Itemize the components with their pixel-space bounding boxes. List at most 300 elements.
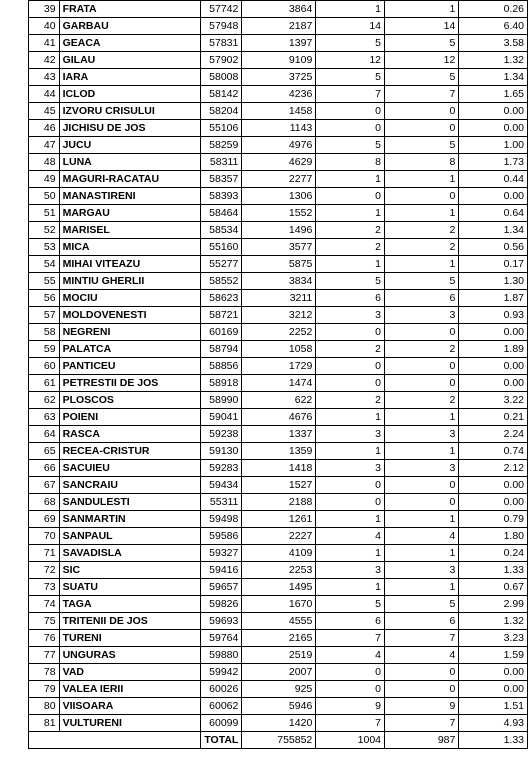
locality-code-cell: 58721 [201,307,242,324]
locality-name-cell: SANDULESTI [59,494,201,511]
locality-name-cell: SANMARTIN [59,511,201,528]
locality-name-cell: VULTURENI [59,715,201,732]
count-a-cell: 1 [316,205,385,222]
population-cell: 1527 [242,477,316,494]
locality-code-cell: 58357 [201,171,242,188]
rate-cell: 1.33 [459,562,528,579]
count-a-cell: 3 [316,307,385,324]
count-a-cell: 0 [316,103,385,120]
rate-cell: 2.99 [459,596,528,613]
population-cell: 2227 [242,528,316,545]
locality-name-cell: VAD [59,664,201,681]
count-a-cell: 1 [316,443,385,460]
table-row [29,647,528,664]
count-b-cell: 5 [385,35,459,52]
locality-name-cell: SACUIEU [59,460,201,477]
row-index-cell: 57 [29,307,60,324]
rate-cell: 3.22 [459,392,528,409]
locality-code-cell: 58311 [201,154,242,171]
locality-name-cell: TAGA [59,596,201,613]
population-cell: 3211 [242,290,316,307]
row-index-cell: 53 [29,239,60,256]
data-table [28,0,528,749]
population-cell: 2165 [242,630,316,647]
locality-name-cell: SANCRAIU [59,477,201,494]
population-cell: 1418 [242,460,316,477]
table-row [29,154,528,171]
population-cell: 1359 [242,443,316,460]
locality-code-cell: 60169 [201,324,242,341]
locality-name-cell: TURENI [59,630,201,647]
row-index-cell: 62 [29,392,60,409]
locality-name-cell: MINTIU GHERLII [59,273,201,290]
population-cell: 1337 [242,426,316,443]
rate-cell: 0.56 [459,239,528,256]
rate-cell: 2.24 [459,426,528,443]
locality-name-cell: GILAU [59,52,201,69]
count-a-cell: 4 [316,528,385,545]
population-cell: 4109 [242,545,316,562]
total-row [29,732,528,749]
row-index-cell: 54 [29,256,60,273]
rate-cell: 0.00 [459,103,528,120]
population-cell: 1458 [242,103,316,120]
locality-code-cell: 55160 [201,239,242,256]
population-cell: 1729 [242,358,316,375]
count-a-cell: 4 [316,647,385,664]
count-b-cell: 1 [385,511,459,528]
row-index-cell: 45 [29,103,60,120]
table-row [29,528,528,545]
rate-cell: 0.00 [459,358,528,375]
count-a-cell: 2 [316,239,385,256]
table-row [29,596,528,613]
locality-name-cell: MOCIU [59,290,201,307]
locality-name-cell: RASCA [59,426,201,443]
count-a-cell: 0 [316,681,385,698]
table-row [29,222,528,239]
count-b-cell: 14 [385,18,459,35]
locality-code-cell: 58204 [201,103,242,120]
locality-code-cell: 59657 [201,579,242,596]
row-index-cell: 81 [29,715,60,732]
count-b-cell: 3 [385,460,459,477]
count-b-cell: 2 [385,392,459,409]
row-index-cell: 41 [29,35,60,52]
count-a-cell: 3 [316,460,385,477]
rate-cell: 1.32 [459,52,528,69]
population-cell: 4629 [242,154,316,171]
count-a-cell: 1 [316,579,385,596]
population-cell: 9109 [242,52,316,69]
count-a-cell: 3 [316,426,385,443]
locality-name-cell: MARGAU [59,205,201,222]
table-row [29,1,528,18]
count-b-cell: 2 [385,222,459,239]
locality-code-cell: 58623 [201,290,242,307]
row-index-cell: 77 [29,647,60,664]
row-index-cell: 78 [29,664,60,681]
total-label: TOTAL [201,732,242,749]
count-a-cell: 0 [316,375,385,392]
population-cell: 4976 [242,137,316,154]
count-b-cell: 5 [385,137,459,154]
count-a-cell: 7 [316,86,385,103]
locality-name-cell: MOLDOVENESTI [59,307,201,324]
table-row [29,239,528,256]
table-row [29,69,528,86]
population-cell: 1552 [242,205,316,222]
locality-code-cell: 57948 [201,18,242,35]
table-row [29,171,528,188]
row-index-cell: 42 [29,52,60,69]
count-b-cell: 5 [385,273,459,290]
rate-cell: 0.00 [459,375,528,392]
row-index-cell: 73 [29,579,60,596]
rate-cell: 1.59 [459,647,528,664]
rate-cell: 0.26 [459,1,528,18]
locality-code-cell: 60026 [201,681,242,698]
rate-cell: 0.21 [459,409,528,426]
row-index-cell: 48 [29,154,60,171]
row-index-cell: 40 [29,18,60,35]
table-row [29,307,528,324]
count-b-cell: 1 [385,1,459,18]
rate-cell: 0.00 [459,188,528,205]
row-index-cell: 39 [29,1,60,18]
row-index-cell: 44 [29,86,60,103]
count-b-cell: 7 [385,630,459,647]
count-a-cell: 5 [316,596,385,613]
row-index-cell: 70 [29,528,60,545]
table-row [29,681,528,698]
count-b-cell: 4 [385,647,459,664]
locality-code-cell: 59327 [201,545,242,562]
count-b-cell: 1 [385,443,459,460]
count-b-cell: 3 [385,307,459,324]
locality-name-cell: IZVORU CRISULUI [59,103,201,120]
total-blank-cell [29,732,201,749]
rate-cell: 2.12 [459,460,528,477]
row-index-cell: 67 [29,477,60,494]
population-cell: 2188 [242,494,316,511]
count-a-cell: 5 [316,35,385,52]
row-index-cell: 43 [29,69,60,86]
locality-code-cell: 57902 [201,52,242,69]
row-index-cell: 71 [29,545,60,562]
locality-code-cell: 58794 [201,341,242,358]
table-row [29,460,528,477]
row-index-cell: 79 [29,681,60,698]
count-b-cell: 1 [385,171,459,188]
rate-cell: 1.80 [459,528,528,545]
count-a-cell: 0 [316,664,385,681]
total-col4: 1004 [316,732,385,749]
count-b-cell: 7 [385,86,459,103]
count-b-cell: 4 [385,528,459,545]
count-b-cell: 0 [385,120,459,137]
population-cell: 1058 [242,341,316,358]
locality-code-cell: 58990 [201,392,242,409]
count-a-cell: 9 [316,698,385,715]
count-a-cell: 1 [316,171,385,188]
population-cell: 3725 [242,69,316,86]
count-a-cell: 12 [316,52,385,69]
table-row [29,494,528,511]
table-row [29,35,528,52]
locality-code-cell: 60099 [201,715,242,732]
locality-name-cell: SANPAUL [59,528,201,545]
locality-name-cell: FRATA [59,1,201,18]
count-b-cell: 8 [385,154,459,171]
count-a-cell: 2 [316,341,385,358]
table-row [29,358,528,375]
population-cell: 622 [242,392,316,409]
locality-code-cell: 59880 [201,647,242,664]
count-b-cell: 0 [385,358,459,375]
count-b-cell: 12 [385,52,459,69]
table-row [29,443,528,460]
count-a-cell: 0 [316,188,385,205]
table-row [29,477,528,494]
count-b-cell: 0 [385,375,459,392]
row-index-cell: 59 [29,341,60,358]
locality-name-cell: GARBAU [59,18,201,35]
row-index-cell: 65 [29,443,60,460]
locality-code-cell: 60062 [201,698,242,715]
locality-code-cell: 59238 [201,426,242,443]
population-cell: 2277 [242,171,316,188]
table-row [29,392,528,409]
locality-code-cell: 58918 [201,375,242,392]
locality-name-cell: GEACA [59,35,201,52]
row-index-cell: 64 [29,426,60,443]
count-b-cell: 3 [385,562,459,579]
table-row [29,715,528,732]
total-col5: 987 [385,732,459,749]
total-population: 755852 [242,732,316,749]
table-row [29,324,528,341]
count-a-cell: 0 [316,120,385,137]
count-a-cell: 1 [316,511,385,528]
locality-name-cell: SUATU [59,579,201,596]
locality-code-cell: 58259 [201,137,242,154]
rate-cell: 1.00 [459,137,528,154]
locality-code-cell: 55106 [201,120,242,137]
rate-cell: 0.79 [459,511,528,528]
population-cell: 2007 [242,664,316,681]
rate-cell: 0.00 [459,664,528,681]
locality-code-cell: 59130 [201,443,242,460]
count-b-cell: 3 [385,426,459,443]
population-cell: 3212 [242,307,316,324]
population-cell: 1420 [242,715,316,732]
population-cell: 3577 [242,239,316,256]
count-b-cell: 1 [385,409,459,426]
rate-cell: 0.17 [459,256,528,273]
locality-code-cell: 58552 [201,273,242,290]
locality-name-cell: PLOSCOS [59,392,201,409]
rate-cell: 0.00 [459,120,528,137]
count-a-cell: 7 [316,630,385,647]
locality-name-cell: MAGURI-RACATAU [59,171,201,188]
table-row [29,511,528,528]
rate-cell: 6.40 [459,18,528,35]
population-cell: 1143 [242,120,316,137]
count-a-cell: 8 [316,154,385,171]
row-index-cell: 74 [29,596,60,613]
rate-cell: 1.65 [459,86,528,103]
row-index-cell: 58 [29,324,60,341]
rate-cell: 0.67 [459,579,528,596]
row-index-cell: 63 [29,409,60,426]
locality-name-cell: LUNA [59,154,201,171]
row-index-cell: 60 [29,358,60,375]
locality-code-cell: 58464 [201,205,242,222]
locality-code-cell: 57742 [201,1,242,18]
row-index-cell: 47 [29,137,60,154]
locality-code-cell: 59498 [201,511,242,528]
row-index-cell: 72 [29,562,60,579]
locality-code-cell: 58008 [201,69,242,86]
locality-code-cell: 59826 [201,596,242,613]
population-cell: 4676 [242,409,316,426]
count-a-cell: 1 [316,1,385,18]
rate-cell: 1.34 [459,222,528,239]
population-cell: 1496 [242,222,316,239]
table-row [29,341,528,358]
rate-cell: 0.74 [459,443,528,460]
count-b-cell: 1 [385,545,459,562]
count-a-cell: 7 [316,715,385,732]
count-b-cell: 6 [385,290,459,307]
population-cell: 1670 [242,596,316,613]
count-b-cell: 0 [385,477,459,494]
table-row [29,545,528,562]
locality-code-cell: 59942 [201,664,242,681]
locality-code-cell: 59586 [201,528,242,545]
row-index-cell: 46 [29,120,60,137]
count-b-cell: 1 [385,256,459,273]
locality-name-cell: PALATCA [59,341,201,358]
count-a-cell: 2 [316,222,385,239]
table-row [29,664,528,681]
locality-code-cell: 55311 [201,494,242,511]
locality-code-cell: 55277 [201,256,242,273]
locality-name-cell: POIENI [59,409,201,426]
locality-code-cell: 59041 [201,409,242,426]
count-b-cell: 0 [385,324,459,341]
table-row [29,426,528,443]
locality-name-cell: ICLOD [59,86,201,103]
rate-cell: 0.93 [459,307,528,324]
population-cell: 1397 [242,35,316,52]
locality-code-cell: 57831 [201,35,242,52]
locality-name-cell: NEGRENI [59,324,201,341]
count-b-cell: 2 [385,239,459,256]
count-a-cell: 6 [316,290,385,307]
row-index-cell: 51 [29,205,60,222]
count-a-cell: 3 [316,562,385,579]
count-b-cell: 1 [385,205,459,222]
table-row [29,290,528,307]
count-a-cell: 1 [316,545,385,562]
row-index-cell: 61 [29,375,60,392]
population-cell: 2519 [242,647,316,664]
rate-cell: 0.64 [459,205,528,222]
rate-cell: 0.24 [459,545,528,562]
row-index-cell: 80 [29,698,60,715]
count-b-cell: 7 [385,715,459,732]
population-cell: 2252 [242,324,316,341]
row-index-cell: 50 [29,188,60,205]
table-row [29,375,528,392]
locality-name-cell: MIHAI VITEAZU [59,256,201,273]
row-index-cell: 52 [29,222,60,239]
locality-name-cell: UNGURAS [59,647,201,664]
table-row [29,256,528,273]
count-a-cell: 14 [316,18,385,35]
row-index-cell: 69 [29,511,60,528]
population-cell: 3834 [242,273,316,290]
locality-code-cell: 58534 [201,222,242,239]
count-b-cell: 0 [385,188,459,205]
count-b-cell: 0 [385,494,459,511]
population-cell: 5875 [242,256,316,273]
row-index-cell: 76 [29,630,60,647]
count-b-cell: 0 [385,664,459,681]
count-a-cell: 2 [316,392,385,409]
locality-name-cell: JUCU [59,137,201,154]
population-cell: 4555 [242,613,316,630]
locality-code-cell: 59416 [201,562,242,579]
population-cell: 925 [242,681,316,698]
rate-cell: 0.00 [459,681,528,698]
population-cell: 5946 [242,698,316,715]
table-row [29,188,528,205]
row-index-cell: 66 [29,460,60,477]
rate-cell: 1.87 [459,290,528,307]
count-a-cell: 0 [316,324,385,341]
locality-code-cell: 59693 [201,613,242,630]
locality-name-cell: JICHISU DE JOS [59,120,201,137]
rate-cell: 0.44 [459,171,528,188]
table-row [29,18,528,35]
count-b-cell: 1 [385,579,459,596]
locality-name-cell: PETRESTII DE JOS [59,375,201,392]
locality-name-cell: TRITENII DE JOS [59,613,201,630]
locality-name-cell: RECEA-CRISTUR [59,443,201,460]
row-index-cell: 56 [29,290,60,307]
population-cell: 2187 [242,18,316,35]
rate-cell: 1.32 [459,613,528,630]
total-rate: 1.33 [459,732,528,749]
table-row [29,205,528,222]
locality-code-cell: 59434 [201,477,242,494]
population-cell: 1495 [242,579,316,596]
table-row [29,137,528,154]
count-a-cell: 6 [316,613,385,630]
population-cell: 3864 [242,1,316,18]
count-a-cell: 0 [316,358,385,375]
rate-cell: 3.23 [459,630,528,647]
table-row [29,86,528,103]
count-b-cell: 9 [385,698,459,715]
rate-cell: 4.93 [459,715,528,732]
count-a-cell: 1 [316,256,385,273]
locality-name-cell: PANTICEU [59,358,201,375]
locality-name-cell: SAVADISLA [59,545,201,562]
